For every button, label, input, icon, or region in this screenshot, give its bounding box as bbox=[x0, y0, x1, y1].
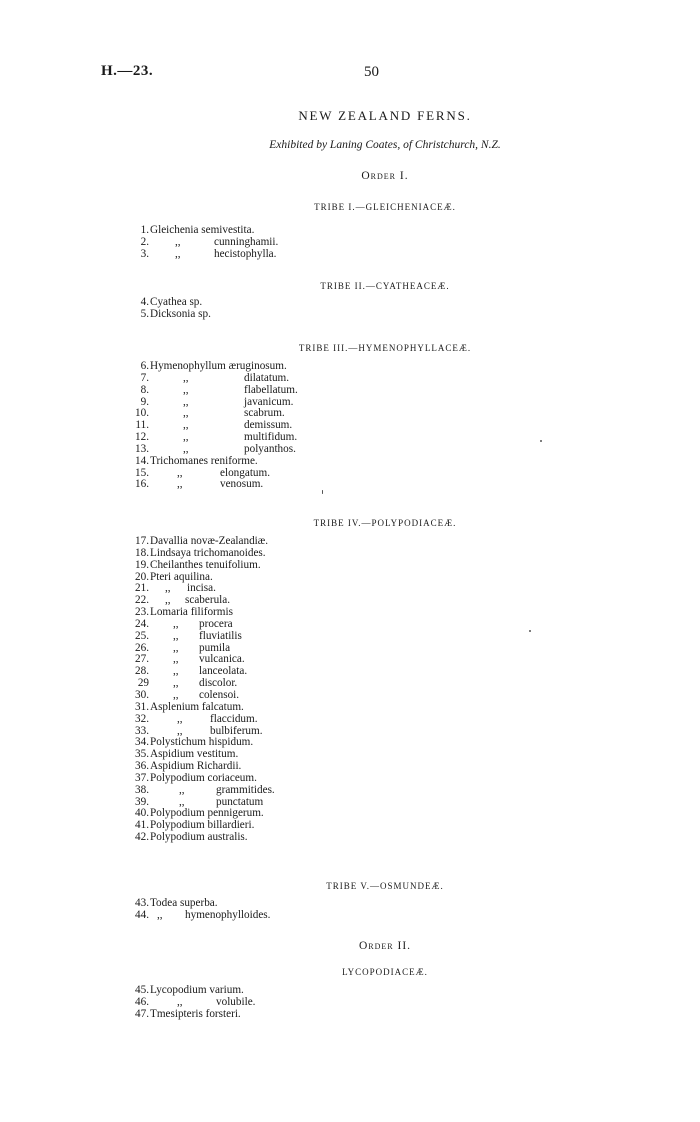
species-name: scaberula. bbox=[185, 594, 231, 607]
species-name: punctatum bbox=[216, 795, 264, 808]
fern-name: Lycopodium varium. bbox=[150, 984, 244, 996]
fern-name: Polypodium billardieri. bbox=[150, 819, 255, 832]
species-name: scabrum. bbox=[244, 407, 285, 420]
ditto-mark: ,, bbox=[173, 653, 179, 666]
ditto-mark: ,, bbox=[177, 995, 183, 1008]
fern-name: Davallia novæ-Zealandiæ. bbox=[150, 535, 269, 547]
entry-number: 38. bbox=[135, 783, 149, 796]
ditto-mark: ,, bbox=[175, 235, 181, 248]
entry-number: 24. bbox=[135, 617, 149, 630]
entry-number: 22. bbox=[135, 594, 149, 607]
entry-number: 10. bbox=[135, 407, 149, 420]
order-heading-1: Order I. bbox=[361, 170, 409, 182]
entry-number: 6. bbox=[140, 360, 149, 372]
species-name: volubile. bbox=[216, 995, 256, 1008]
fern-name: Polystichum hispidum. bbox=[150, 736, 254, 749]
document-title: NEW ZEALAND FERNS. bbox=[298, 108, 472, 123]
ditto-mark: ,, bbox=[183, 371, 189, 384]
fern-name: Gleichenia semivestita. bbox=[150, 224, 255, 236]
scan-speck bbox=[540, 440, 542, 442]
species-name: discolor. bbox=[199, 677, 238, 690]
fern-name: Asplenium falcatum. bbox=[150, 700, 244, 713]
entry-number: 25. bbox=[135, 629, 149, 642]
entry-number: 39. bbox=[135, 795, 149, 808]
entry-number: 19. bbox=[135, 558, 149, 571]
entry-number: 8. bbox=[140, 383, 149, 396]
entry-number: 18. bbox=[135, 546, 149, 559]
page-number: 50 bbox=[364, 64, 379, 80]
species-name: elongatum. bbox=[220, 466, 271, 479]
species-name: flabellatum. bbox=[244, 383, 298, 396]
ditto-mark: ,, bbox=[157, 908, 163, 921]
fern-name: Trichomanes reniforme. bbox=[150, 454, 258, 467]
entry-number: 28. bbox=[135, 665, 149, 678]
fern-name: Dicksonia sp. bbox=[150, 307, 211, 320]
species-name: fluviatilis bbox=[199, 629, 242, 642]
entry-number: 41. bbox=[135, 819, 149, 832]
entry-number: 26. bbox=[135, 641, 149, 654]
species-name: hecistophylla. bbox=[214, 247, 277, 260]
entry-number: 33. bbox=[135, 724, 149, 737]
ditto-mark: ,, bbox=[177, 466, 183, 479]
entry-number: 23. bbox=[135, 606, 149, 619]
species-name: polyanthos. bbox=[244, 442, 296, 455]
species-name: pumila bbox=[199, 641, 231, 654]
entry-number: 40. bbox=[135, 807, 149, 820]
species-name: dilatatum. bbox=[244, 371, 290, 384]
entry-number: 32. bbox=[135, 712, 149, 725]
tribe-heading-4: TRIBE IV.—POLYPODIACEÆ. bbox=[313, 518, 457, 528]
ditto-mark: ,, bbox=[183, 407, 189, 420]
entry-number: 5. bbox=[140, 307, 149, 320]
ditto-mark: ,, bbox=[179, 795, 185, 808]
entry-number: 15. bbox=[135, 466, 149, 479]
fern-name: Lomaria filiformis bbox=[150, 606, 233, 619]
entry-number: 21. bbox=[135, 582, 149, 595]
ditto-mark: ,, bbox=[177, 712, 183, 725]
fern-name: Lindsaya trichomanoides. bbox=[150, 546, 266, 559]
entry-number: 1. bbox=[140, 224, 149, 236]
entry-number: 44. bbox=[135, 908, 149, 921]
fern-name: Hymenophyllum æruginosum. bbox=[150, 360, 287, 372]
scan-speck bbox=[322, 490, 323, 494]
ditto-mark: ,, bbox=[173, 688, 179, 701]
entry-number: 31. bbox=[135, 700, 149, 713]
fern-name: Polypodium coriaceum. bbox=[150, 771, 257, 784]
ditto-mark: ,, bbox=[179, 783, 185, 796]
page-reference: H.—23. bbox=[101, 63, 154, 79]
entry-number: 45. bbox=[135, 984, 149, 996]
ditto-mark: ,, bbox=[183, 431, 189, 444]
species-name: procera bbox=[199, 617, 233, 630]
fern-name: Aspidium Richardii. bbox=[150, 760, 242, 773]
species-name: incisa. bbox=[187, 582, 216, 595]
entry-number: 36. bbox=[135, 760, 149, 773]
entry-number: 16. bbox=[135, 478, 149, 491]
entry-number: 17. bbox=[135, 535, 149, 547]
entry-number: 35. bbox=[135, 748, 149, 761]
fern-name: Polypodium pennigerum. bbox=[150, 807, 264, 820]
species-name: flaccidum. bbox=[210, 712, 258, 725]
entry-number: 34. bbox=[135, 736, 149, 749]
species-name: cunninghamii. bbox=[214, 235, 279, 248]
ditto-mark: ,, bbox=[173, 665, 179, 678]
species-name: vulcanica. bbox=[199, 653, 245, 666]
ditto-mark: ,, bbox=[165, 594, 171, 607]
document-subtitle: Exhibited by Laning Coates, of Christchurch, N.Z. bbox=[269, 139, 501, 151]
entry-number: 20. bbox=[135, 570, 149, 583]
species-name: bulbiferum. bbox=[210, 724, 263, 737]
entry-number: 13. bbox=[135, 442, 149, 455]
ditto-mark: ,, bbox=[173, 617, 179, 630]
entry-number: 3. bbox=[140, 247, 149, 260]
fern-name: Pteri aquilina. bbox=[150, 570, 213, 583]
species-name: grammitides. bbox=[216, 783, 275, 796]
tribe-heading-5: TRIBE V.—OSMUNDEÆ. bbox=[326, 881, 444, 891]
ditto-mark: ,, bbox=[183, 419, 189, 432]
entry-number: 43. bbox=[135, 897, 149, 909]
fern-name: Polypodium australis. bbox=[150, 831, 248, 844]
entry-number: 7. bbox=[140, 371, 149, 384]
entry-number: 2. bbox=[140, 235, 149, 248]
entry-number: 30. bbox=[135, 688, 149, 701]
ditto-mark: ,, bbox=[183, 442, 189, 455]
fern-name: Tmesipteris forsteri. bbox=[150, 1007, 241, 1020]
entry-number: 12. bbox=[135, 431, 149, 444]
species-name: colensoi. bbox=[199, 688, 240, 701]
species-name: demissum. bbox=[244, 419, 293, 432]
entry-number: 14. bbox=[135, 454, 149, 467]
order-2-family: LYCOPODIACEÆ. bbox=[342, 967, 428, 977]
species-name: venosum. bbox=[220, 478, 264, 491]
ditto-mark: ,, bbox=[177, 478, 183, 491]
ditto-mark: ,, bbox=[165, 582, 171, 595]
fern-name: Cyathea sp. bbox=[150, 296, 203, 308]
species-name: lanceolata. bbox=[199, 665, 248, 678]
ditto-mark: ,, bbox=[173, 677, 179, 690]
scan-speck bbox=[529, 630, 531, 632]
tribe-heading-2: TRIBE II.—CYATHEACEÆ. bbox=[320, 281, 450, 291]
ditto-mark: ,, bbox=[175, 247, 181, 260]
entry-number: 46. bbox=[135, 995, 149, 1008]
ditto-mark: ,, bbox=[173, 641, 179, 654]
ditto-mark: ,, bbox=[173, 629, 179, 642]
order-heading-2: Order II. bbox=[358, 940, 412, 952]
entry-number: 42. bbox=[135, 831, 149, 844]
entry-number: 37. bbox=[135, 771, 149, 784]
entry-number: 47. bbox=[135, 1007, 149, 1020]
ditto-mark: ,, bbox=[183, 383, 189, 396]
entry-number: 4. bbox=[140, 296, 149, 308]
ditto-mark: ,, bbox=[183, 395, 189, 408]
fern-name: Todea superba. bbox=[150, 897, 218, 909]
tribe-heading-1: TRIBE I.—GLEICHENIACEÆ. bbox=[314, 202, 456, 212]
tribe-heading-3: TRIBE III.—HYMENOPHYLLACEÆ. bbox=[298, 343, 472, 353]
entry-number: 9. bbox=[140, 395, 149, 408]
entry-number: 11. bbox=[135, 419, 149, 432]
ditto-mark: ,, bbox=[177, 724, 183, 737]
species-name: multifidum. bbox=[244, 431, 298, 444]
species-name: javanicum. bbox=[244, 395, 294, 408]
entry-number: 29 bbox=[137, 677, 149, 690]
fern-name: Cheilanthes tenuifolium. bbox=[150, 558, 261, 571]
fern-name: Aspidium vestitum. bbox=[150, 748, 239, 761]
entry-number: 27. bbox=[135, 653, 149, 666]
species-name: hymenophylloides. bbox=[185, 908, 271, 921]
